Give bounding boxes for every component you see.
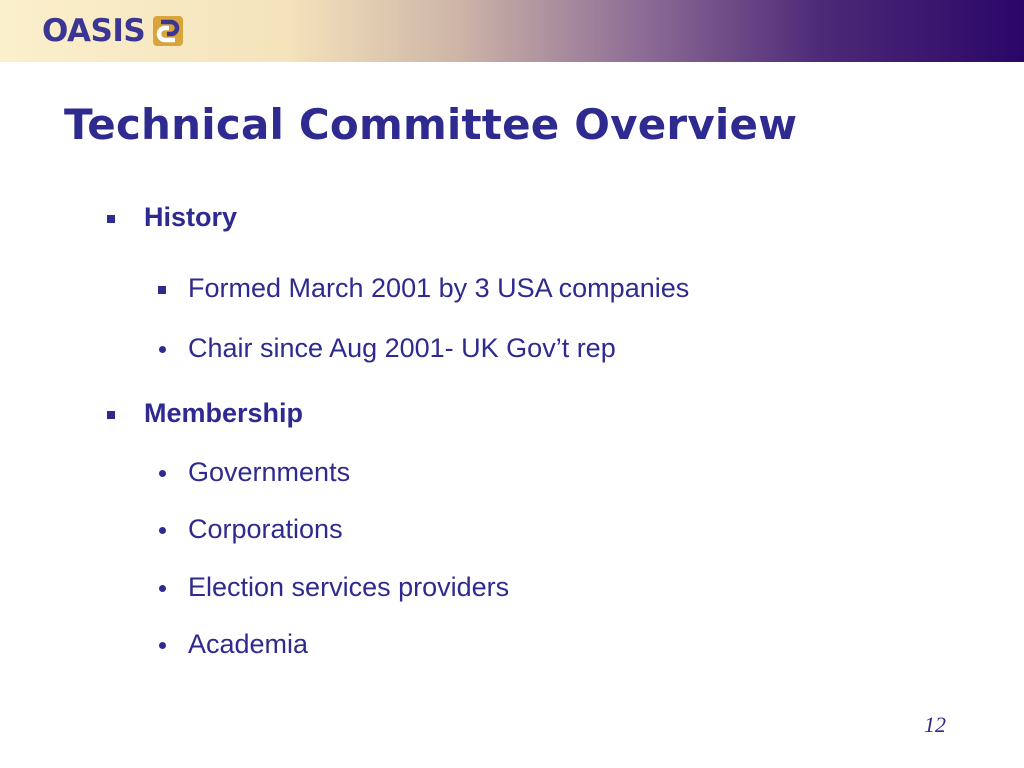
round-bullet-icon [159, 527, 166, 534]
logo-text: OASIS [42, 13, 146, 49]
list-item: Governments [188, 457, 351, 487]
oasis-logo-mark-icon [153, 16, 183, 46]
list-item: Chair since Aug 2001- UK Gov’t rep [188, 333, 616, 363]
round-bullet-icon [159, 642, 166, 649]
page-number: 12 [924, 712, 946, 737]
header-band [0, 0, 1024, 62]
section-heading-membership: Membership [144, 398, 304, 428]
square-bullet-icon [107, 215, 115, 223]
round-bullet-icon [159, 470, 166, 477]
round-bullet-icon [159, 585, 166, 592]
square-bullet-icon [158, 286, 166, 294]
section-heading-history: History [144, 202, 238, 232]
list-item: Formed March 2001 by 3 USA companies [188, 273, 690, 303]
square-bullet-icon [107, 411, 115, 419]
list-item: Academia [188, 629, 309, 659]
list-item: Election services providers [188, 572, 510, 602]
oasis-logo [42, 12, 183, 50]
slide-title: Technical Committee Overview [64, 100, 798, 149]
round-bullet-icon [159, 346, 166, 353]
list-item: Corporations [188, 514, 343, 544]
